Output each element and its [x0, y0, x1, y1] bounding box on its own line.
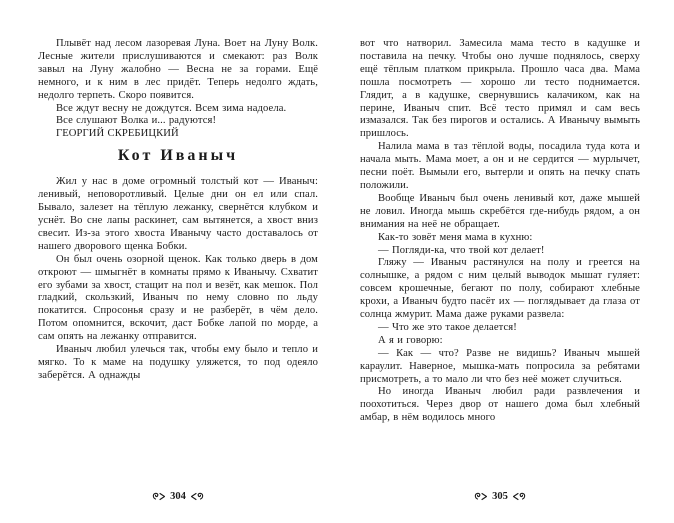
flourish-right-icon	[190, 491, 204, 502]
paragraph: Плывёт над лесом лазоревая Луна. Воет на Луну Волк. Лесные жители прислушиваются и смекают: раз Волк завыл на Луну жалобно — Весна не за горами. Ещё немного, и к ним в лес придёт. Теперь недолго ждать, недолго терпеть. Скоро появится.	[38, 38, 318, 101]
paragraph: Жил у нас в доме огромный толстый кот — Иваныч: ленивый, неповоротливый. Целые дни он ел или спал. Бывало, залезет на тёплую лежанку, свернётся клубком и уснёт. Во сне лапы раскинет, сам вытянется, а хвост вниз свесит. Из-за этого хвоста Иванычу часто доставалось от нашего дворового щенка Бобки.	[38, 176, 318, 252]
paragraph: Как-то зовёт меня мама в кухню:	[378, 231, 533, 243]
right-page	[360, 38, 640, 508]
dialogue-paragraph: — Что же это такое делается!	[378, 321, 517, 333]
paragraph: Он был очень озорной щенок. Как только дверь в дом откроют — шмыгнёт в комнаты прямо к Иванычу. Схватит его зубами за хвост, стащит на пол и везёт, как мешок. Пол гладкий, скользкий, Иваныч по нему словно по льду покатится. Спросонья сразу и не разберёт, в чём дело. Потом опомнится, вскочит, даст Бобке лапой по морде, а сам опять на лежанку отправится.	[38, 253, 318, 343]
author-name: ГЕОРГИЙ СКРЕБИЦКИЙ	[56, 128, 179, 140]
paragraph: Все слушают Волка и... радуются!	[56, 115, 217, 127]
dialogue-paragraph: — Погляди-ка, что твой кот делает!	[378, 244, 545, 256]
left-page-footer	[38, 491, 318, 502]
right-page-footer	[360, 491, 640, 502]
page-number: 305	[492, 491, 508, 502]
story-title: Кот Иваныч	[117, 147, 239, 165]
flourish-left-icon	[152, 491, 166, 502]
left-page	[38, 38, 318, 508]
paragraph: Иваныч любил улечься так, чтобы ему было и тепло и мягко. То к маме на подушку уляжется, то под одеяло заберётся. А однажды	[38, 344, 318, 381]
left-page-body	[38, 38, 318, 383]
paragraph: Налила мама в таз тёплой воды, посадила туда кота и начала мыть. Мама моет, а он и не сердится — мурлычет, песни поёт. Вымыли его, вытерли и опять на печку спать положили.	[360, 141, 640, 191]
paragraph: Все ждут весну не дождутся. Всем зима надоела.	[56, 102, 287, 114]
paragraph: вот что натворил. Замесила мама тесто в кадушке и поставила на печку. Чтобы оно лучше поднялось, сверху ещё тёплым платком прикрыла. Прошло часа два. Мама пошла посмотреть — хорошо ли тесто поднимается. Глядит, а в кадушке, свернувшись калачиком, как на перине, Иваныч спит. Всё тесто примял и сам весь измазался. Так без пирогов и остались. А Иванычу вымыть пришлось.	[360, 38, 640, 140]
right-page-body	[360, 38, 640, 425]
paragraph: Но иногда Иваныч любил ради развлечения и поохотиться. Через двор от нашего дома был хлебный амбар, в нём водилось много	[360, 386, 640, 424]
paragraph: А я и говорю:	[378, 334, 443, 346]
dialogue-paragraph: — Как — что? Разве не видишь? Иваныч мышей караулит. Наверное, мышка-мать попросила за ребятами присмотреть, а то мало ли что без неё может случиться.	[360, 347, 640, 385]
flourish-right-icon	[512, 491, 526, 502]
flourish-left-icon	[474, 491, 488, 502]
page-number: 304	[170, 491, 186, 502]
paragraph: Гляжу — Иваныч растянулся на полу и греется на солнышке, а рядом с ним целый выводок мышат гуляет: совсем крошечные, бегают по полу, собирают хлебные крохи, а Иваныч будто пасёт их — поглядывает да глаза от солнца жмурит. Мама даже руками развела:	[360, 257, 640, 321]
paragraph: Вообще Иваныч был очень ленивый кот, даже мышей не ловил. Иногда мышь скребётся где-нибудь рядом, а он внимания на неё не обращает.	[360, 192, 640, 230]
